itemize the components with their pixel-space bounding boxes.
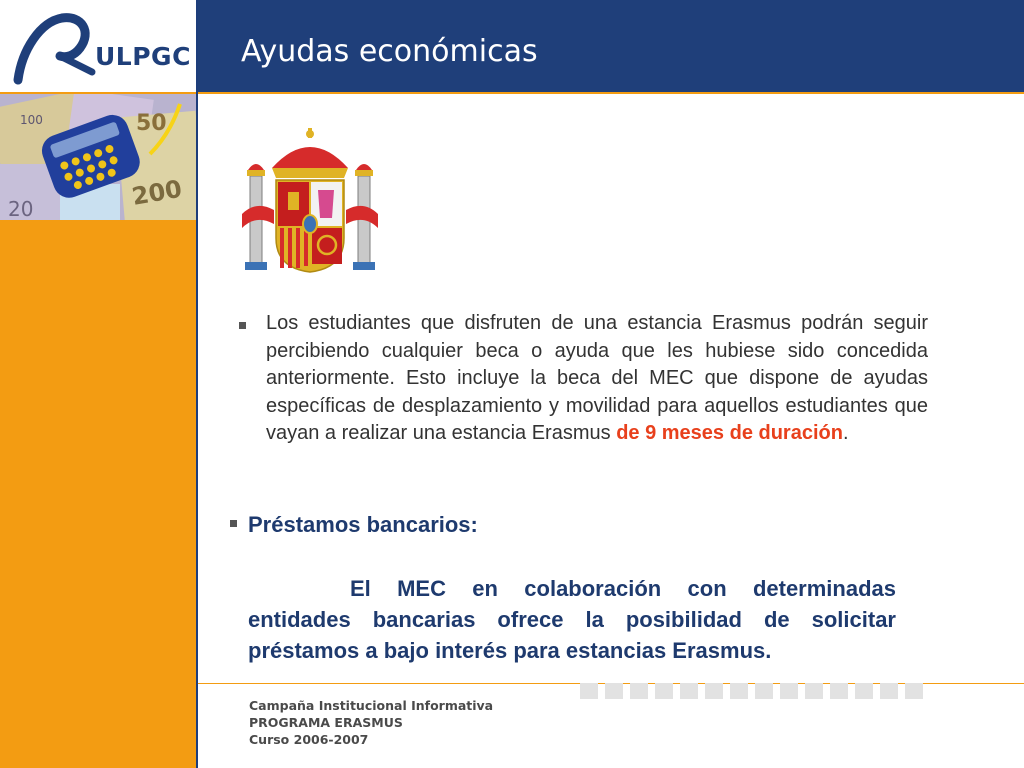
header-rule (198, 92, 1024, 94)
paragraph-erasmus-grants (266, 310, 928, 448)
decorative-squares (580, 683, 932, 699)
loans-heading: Préstamos bancarios: (248, 512, 478, 537)
footer-line-course: Curso 2006-2007 (249, 732, 369, 747)
page-title: Ayudas económicas (241, 34, 538, 69)
paragraph-end: . (842, 422, 849, 444)
svg-text:50: 50 (136, 111, 167, 136)
svg-text:20: 20 (8, 197, 34, 220)
euro-photo (0, 94, 196, 220)
bullet-icon (239, 322, 246, 329)
logo-text: ULPGC (95, 42, 191, 71)
bullet-icon (230, 520, 237, 527)
footer (249, 697, 493, 748)
logo (0, 0, 196, 92)
footer-line-campaign: Campaña Institucional Informativa (249, 698, 494, 713)
spain-coat-of-arms-icon (236, 128, 384, 276)
divider (196, 0, 198, 768)
loans-paragraph: El MEC en colaboración con determinadas entidades bancarias ofrece la posibilidad de solicitar préstamos a bajo interés para estancias Erasmus. (248, 576, 896, 663)
footer-line-program: PROGRAMA ERASMUS (249, 715, 403, 730)
paragraph-text: Los estudiantes que disfruten de una estancia Erasmus podrán seguir percibiendo cualquier beca o ayuda que les hubiese sido concedida anteriormente. Esto incluye la beca del MEC que dispone de ayudas específicas de desplazamiento y movilidad para aquellos estudiantes que vayan a realizar una estancia Erasmus (266, 312, 928, 444)
euro-photo-image (0, 94, 196, 220)
svg-text:200: 200 (129, 174, 185, 211)
svg-text:100: 100 (20, 113, 43, 127)
highlight-duration: de 9 meses de duración (616, 422, 843, 444)
